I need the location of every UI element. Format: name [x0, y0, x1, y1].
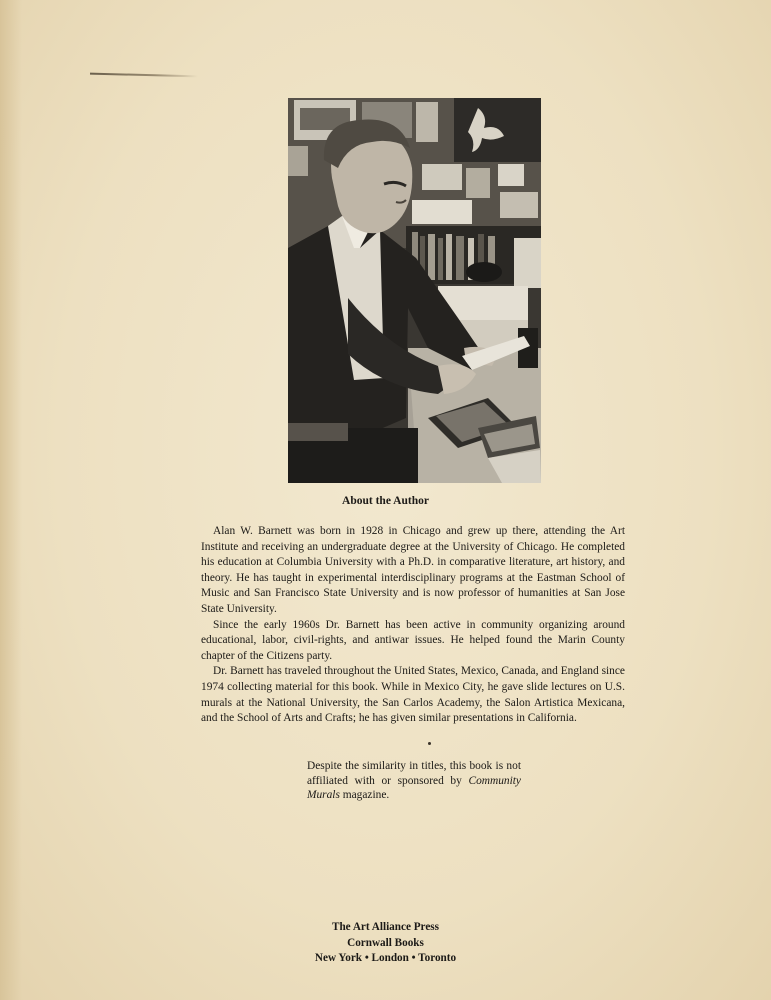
disclaimer-note — [307, 759, 521, 803]
bullet-mark — [428, 742, 431, 745]
section-heading: About the Author — [342, 495, 429, 507]
publisher-block — [0, 920, 771, 967]
magazine-title: Community Murals — [307, 774, 521, 802]
publisher-cities: New York • London • Toronto — [314, 952, 457, 965]
imprint-name: Cornwall Books — [347, 936, 424, 949]
author-biography — [201, 524, 625, 727]
paper-scratch — [90, 73, 198, 78]
bio-paragraph: Alan W. Barnett was born in 1928 in Chicago and grew up there, attending the Art Institute and receiving an undergraduate degree at the University of Chicago. He completed his education at Columbia University with a Ph.D. in comparative literature, art history, and theory. He has taught in experimental interdisciplinary programs at the Eastman School of Music and San Francisco State University and is now professor of humanities at San Jose State University. — [201, 525, 625, 615]
disclaimer-text-end: magazine. — [339, 789, 390, 802]
bio-paragraph: Since the early 1960s Dr. Barnett has been active in community organizing around educational, labor, civil-rights, and antiwar issues. He helped found the Marin County chapter of the Citizens party. — [201, 618, 625, 662]
publisher-name: The Art Alliance Press — [332, 921, 439, 933]
author-photo — [288, 98, 541, 483]
bio-paragraph: Dr. Barnett has traveled throughout the United States, Mexico, Canada, and England since 1974 collecting material for this book. While in Mexico City, he gave slide lectures on U.S. murals at the National University, the San Carlos Academy, the Salon Artistica Mexicana, and the School of Arts and Crafts; he has given similar presentations in California. — [201, 665, 625, 725]
disclaimer-text: Despite the similarity in titles, this book is not affiliated with or sponsored by — [307, 760, 521, 787]
